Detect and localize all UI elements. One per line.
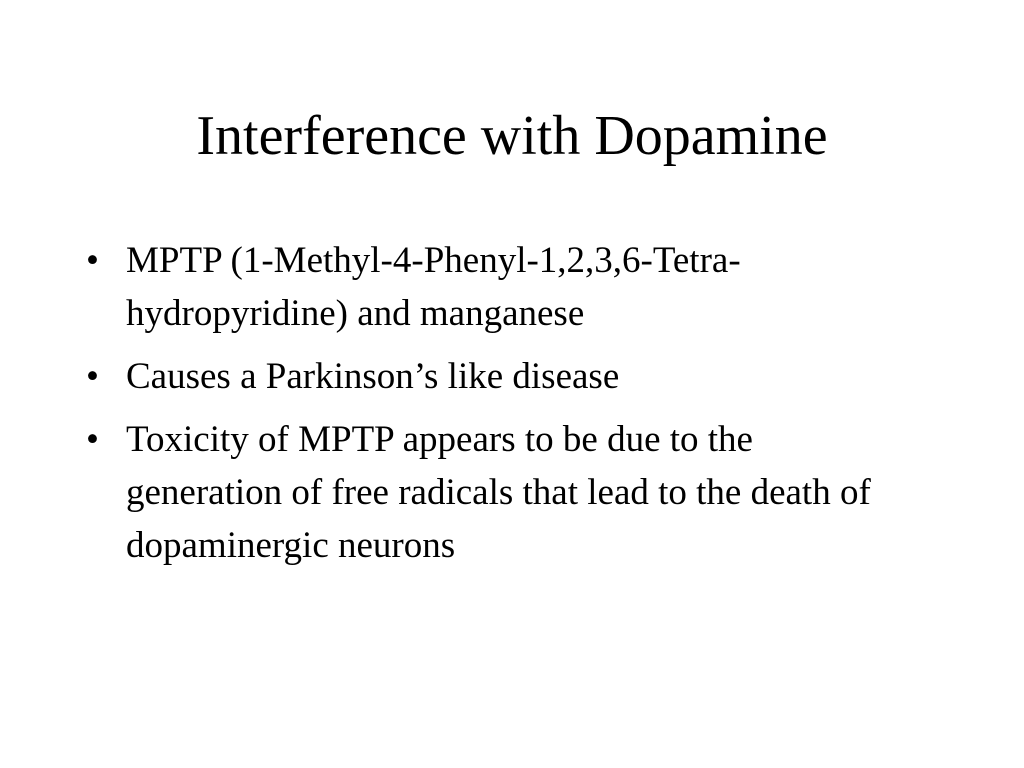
slide-title: Interference with Dopamine — [196, 105, 828, 167]
bullet-marker: • — [86, 240, 99, 281]
bullet-text: Causes a Parkinson’s like disease — [126, 356, 620, 397]
bullet-list — [84, 234, 914, 582]
bullet-marker: • — [86, 419, 99, 460]
bullet-text: Toxicity of MPTP appears to be due to the generation of free radicals that lead to the death of dopaminergic neurons — [126, 419, 871, 566]
bullet-text: MPTP (1-Methyl-4-Phenyl-1,2,3,6-Tetra-hydropyridine) and manganese — [126, 240, 741, 334]
bullet-marker: • — [86, 356, 99, 397]
bullet-item — [84, 234, 914, 340]
bullet-item — [84, 413, 914, 572]
bullet-item — [84, 350, 914, 403]
